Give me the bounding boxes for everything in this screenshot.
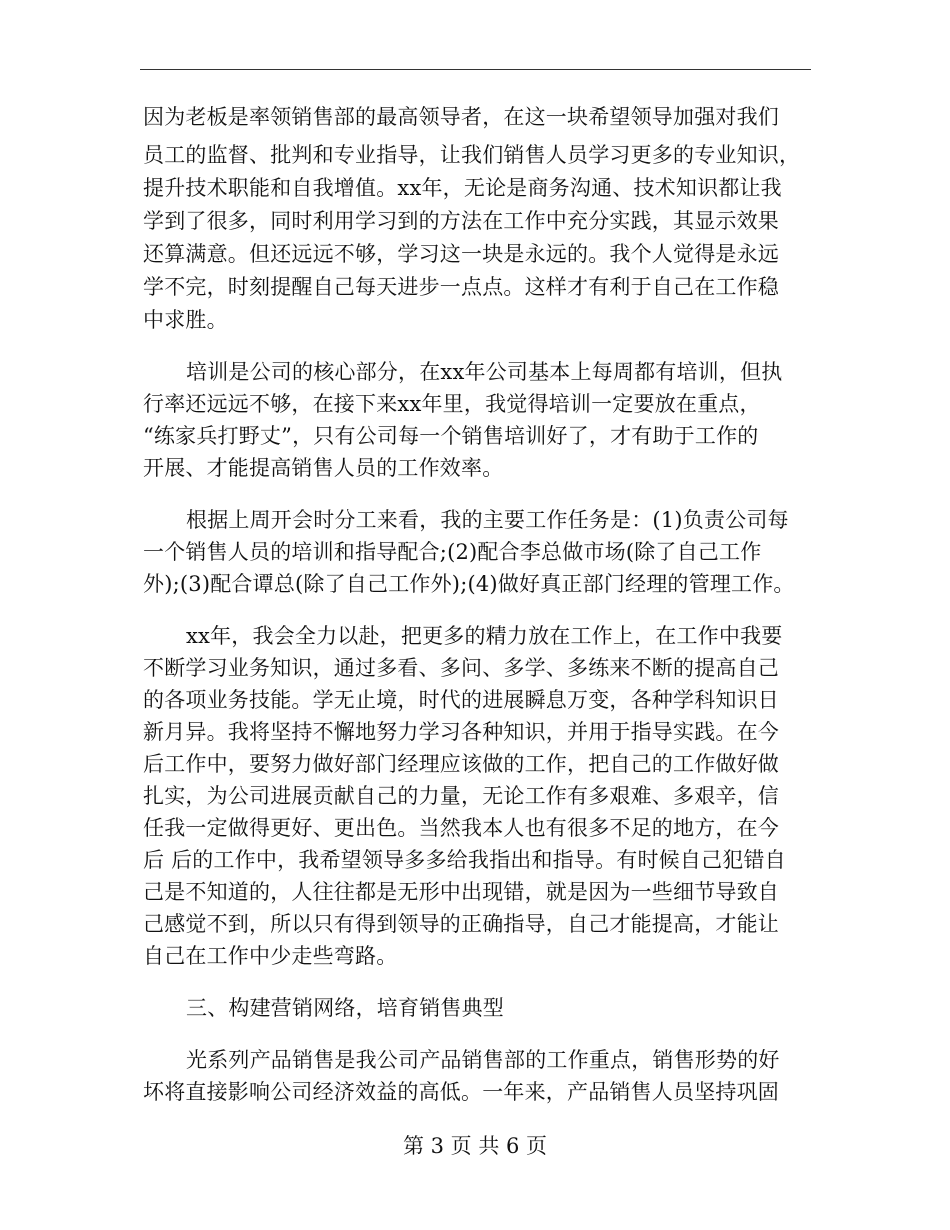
paragraph-boss-leadership-line: 提升技术职能和自我增值。xx年，无论是商务沟通、技术知识都让我 — [143, 176, 782, 200]
paragraph-commitment-line: 新月异。我将坚持不懈地努力学习各种知识，并用于指导实践。在今 — [143, 720, 779, 744]
paragraph-tasks-line: 一个销售人员的培训和指导配合;(2)配合李总做市场(除了自己工作 — [143, 540, 762, 564]
paragraph-product-sales-line: 光系列产品销售是我公司产品销售部的工作重点，销售形势的好 — [186, 1048, 780, 1072]
paragraph-commitment-line: 后工作中，要努力做好部门经理应该做的工作，把自己的工作做好做 — [143, 752, 779, 776]
paragraph-boss-leadership-line: 员工的监督、批判和专业指导，让我们销售人员学习更多的专业知识， — [143, 143, 801, 167]
paragraph-commitment-line: 的各项业务技能。学无止境，时代的进展瞬息万变，各种学科知识日 — [143, 688, 779, 712]
paragraph-commitment-line: 己感觉不到，所以只有得到领导的正确指导，自己才能提高，才能让 — [143, 912, 779, 936]
paragraph-tasks-line: 根据上周开会时分工来看，我的主要工作任务是：(1)负责公司每 — [186, 508, 789, 532]
paragraph-commitment-line: 扎实，为公司进展贡献自己的力量，无论工作有多艰难、多艰辛，信 — [143, 784, 779, 808]
paragraph-boss-leadership-line: 中求胜。 — [143, 308, 228, 332]
paragraph-commitment-line: 后 后的工作中，我希望领导多多给我指出和指导。有时候自己犯错自 — [143, 848, 786, 872]
paragraph-commitment-line: 不断学习业务知识，通过多看、多问、多学、多练来不断的提高自己 — [143, 656, 779, 680]
paragraph-commitment-line: 任我一定做得更好、更出色。当然我本人也有很多不足的地方，在今 — [143, 816, 779, 840]
paragraph-training-line: 培训是公司的核心部分，在xx年公司基本上每周都有培训，但执 — [186, 360, 783, 384]
header-rule — [140, 69, 811, 70]
paragraph-commitment-line: xx年，我会全力以赴，把更多的精力放在工作上，在工作中我要 — [186, 624, 783, 648]
paragraph-boss-leadership-line: 还算满意。但还远远不够，学习这一块是永远的。我个人觉得是永远 — [143, 242, 779, 266]
paragraph-commitment-line: 己是不知道的，人往往都是无形中出现错，就是因为一些细节导致自 — [143, 880, 779, 904]
paragraph-product-sales-line: 坏将直接影响公司经济效益的高低。一年来，产品销售人员坚持巩固 — [143, 1080, 779, 1104]
paragraph-training-line: 行率还远远不够，在接下来xx年里，我觉得培训一定要放在重点， — [143, 392, 761, 416]
page-number-footer: 第 3 页 共 6 页 — [402, 1134, 548, 1158]
paragraph-training-line: 开展、才能提高销售人员的工作效率。 — [143, 456, 504, 480]
section-heading-3-line: 三、构建营销网络，培育销售典型 — [186, 996, 504, 1020]
paragraph-boss-leadership-line: 学到了很多，同时利用学习到的方法在工作中充分实践，其显示效果 — [143, 209, 779, 233]
paragraph-commitment-line: 自己在工作中少走些弯路。 — [143, 944, 398, 968]
paragraph-tasks-line: 外);(3)配合谭总(除了自己工作外);(4)做好真正部门经理的管理工作。 — [143, 572, 795, 596]
paragraph-boss-leadership-line: 学不完，时刻提醒自己每天进步一点点。这样才有利于自己在工作稳 — [143, 275, 779, 299]
paragraph-boss-leadership-line: 因为老板是率领销售部的最高领导者，在这一块希望领导加强对我们 — [143, 105, 779, 129]
paragraph-training-line: “练家兵打野丈”，只有公司每一个销售培训好了，才有助于工作的 — [143, 424, 759, 448]
